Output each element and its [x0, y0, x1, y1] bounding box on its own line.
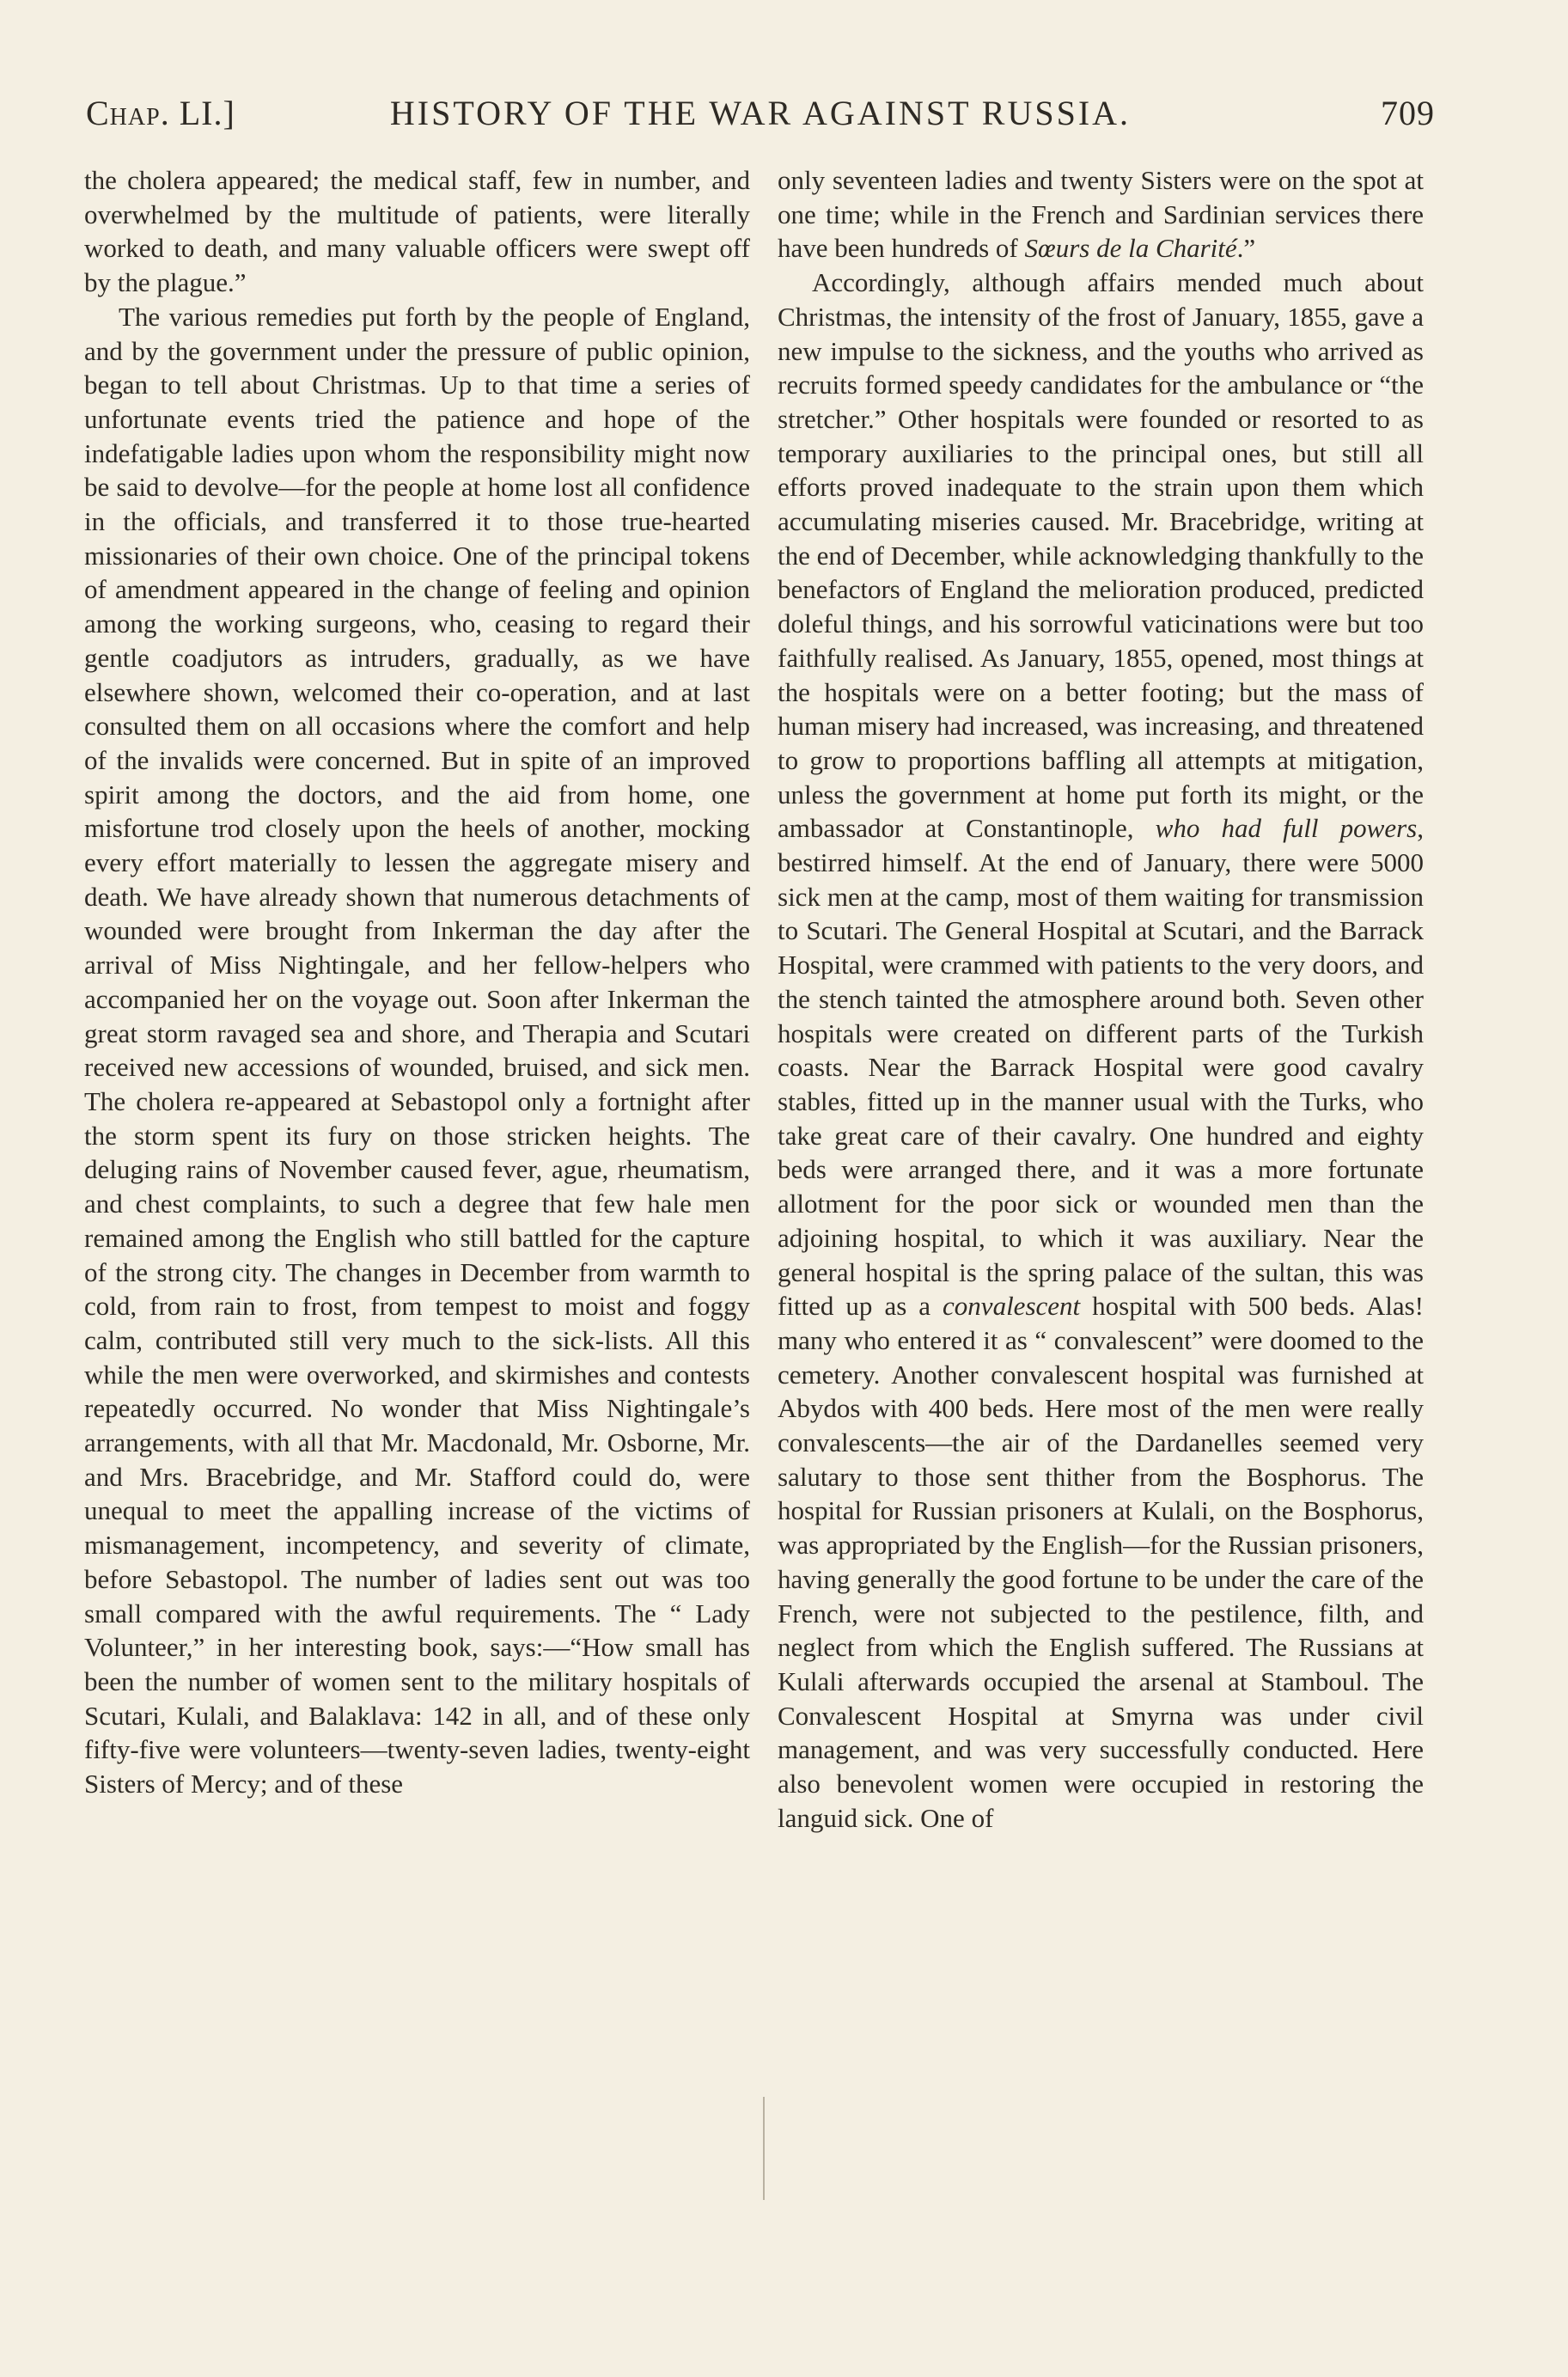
text-run: , bestirred himself. At the end of January, there were 5000 sick men at the camp, most of them waiting for transmission to Scutari. The General Hospital at Scutari, and the Barrack Hospital, were crammed with patients to the very doors, and the stench tainted the atmosphere around both. Seven other hospitals were created on different parts of the Turkish coasts. Near the Barrack Hospital were good cavalry stables, fitted up in the manner usual with the Turks, who take great care of their cavalry. One hundred and eighty beds were arranged there, and it was a more fortunate allotment for the poor sick or wounded men than the adjoining hospital, to which it was auxiliary. Near the general hospital is the spring palace of the sultan, this was fitted up as a	[778, 813, 1424, 1322]
column-divider	[763, 2097, 765, 2200]
paragraph: The various remedies put forth by the people of England, and by the government under the pressure of public opinion, began to tell about Christmas. Up to that time a series of unfortunate events tried the patience and hope of the indefatigable ladies upon whom the responsibility might now be said to devolve—for the people at home lost all confidence in the officials, and transferred it to those true-hearted missionaries of their own choice. One of the principal tokens of amendment appeared in the change of feeling and opinion among the working surgeons, who, ceasing to regard their gentle coadjutors as intruders, gradually, as we have elsewhere shown, welcomed their co-operation, and at last consulted them on all occasions where the comfort and help of the invalids were concerned. But in spite of an improved spirit among the doctors, and the aid from home, one misfortune trod closely upon the heels of another, mocking every effort materially to lessen the aggregate misery and death. We have already shown that numerous detachments of wounded were brought from Inkerman the day after the arrival of Miss Nightingale, and her fellow-helpers who accompanied her on the voyage out. Soon after Inkerman the great storm ravaged sea and shore, and Therapia and Scutari received new accessions of wounded, bruised, and sick men. The cholera re-appeared at Sebastopol only a fortnight after the storm spent its fury on those stricken heights. The deluging rains of November caused fever, ague, rheumatism, and chest complaints, to such a degree that few hale men remained among the English who still battled for the capture of the strong city. The changes in December from warmth to cold, from rain to frost, from tempest to moist and foggy calm, contributed still very much to the sick-lists. All this while the men were overworked, and skirmishes and contests repeatedly occurred. No wonder that Miss Nightingale’s arrangements, with all that Mr. Macdonald, Mr. Osborne, Mr. and Mrs. Bracebridge, and Mr. Stafford could do, were unequal to meet the appalling increase of the victims of mismanagement, incompetency, and severity of climate, before Sebastopol. The number of ladies sent out was too small compared with the awful requirements. The “ Lady Volunteer,” in her interesting book, says:—“How small has been the number of women sent to the military hospitals of Scutari, Kulali, and Balaklava: 142 in all, and of these only fifty-five were volunteers—twenty-seven ladies, twenty-eight Sisters of Mercy; and of these	[84, 301, 750, 1800]
running-head	[86, 93, 1435, 144]
text-run: hospital with 500 beds. Alas! many who entered it as “ convalescent” were doomed to the cemetery. Another convalescent hospital was furnished at Abydos with 400 beds. Here most of the men were really convalescents—the air of the Dardanelles seemed very salutary to those sent thither from the Bosphorus. The hospital for Russian prisoners at Kulali, on the Bosphorus, was appropriated by the English—for the Russian prisoners, having generally the good fortune to be under the care of the French, were not subjected to the pestilence, filth, and neglect from which the English suffered. The Russians at Kulali afterwards occupied the arsenal at Stamboul. The Convalescent Hospital at Smyrna was under civil management, and was very successfully conducted. Here also benevolent women were occupied in restoring the languid sick. One of	[778, 1291, 1424, 1833]
left-column	[84, 163, 750, 1801]
paragraph	[778, 266, 1424, 1835]
paragraph	[778, 163, 1424, 266]
italic-text: convalescent	[943, 1291, 1081, 1322]
text-run: .”	[1236, 233, 1256, 264]
text-run: only seventeen ladies and twenty Sisters were on the spot at one time; while in the French and Sardinian services there have been hundreds of	[778, 165, 1424, 264]
chapter-label: Chap. LI.]	[86, 94, 235, 132]
running-title: HISTORY OF THE WAR AGAINST RUSSIA.	[389, 94, 1132, 132]
italic-text: who had full powers	[1155, 813, 1418, 844]
italic-text: Sœurs de la Charité	[1024, 233, 1237, 264]
right-column	[778, 163, 1424, 1835]
paragraph: the cholera appeared; the medical staff, few in number, and overwhelmed by the multitude of patients, were literally worked to death, and many valuable officers were swept off by the plague.”	[84, 165, 750, 298]
page-number: 709	[1381, 94, 1435, 132]
text-run: Accordingly, although affairs mended much about Christmas, the intensity of the frost of January, 1855, gave a new impulse to the sickness, and the youths who arrived as recruits formed speedy candidates for the ambulance or “the stretcher.” Other hospitals were founded or resorted to as temporary auxiliaries to the principal ones, but still all efforts proved inadequate to the strain upon them which accumulating miseries caused. Mr. Bracebridge, writing at the end of December, while acknowledging thankfully to the benefactors of England the melioration produced, predicted doleful things, and his sorrowful vaticinations were but too faithfully realised. As January, 1855, opened, most things at the hospitals were on a better footing; but the mass of human misery had increased, was increasing, and threatened to grow to proportions baffling all attempts at mitigation, unless the government at home put forth its might, or the ambassador at Constantinople,	[778, 267, 1424, 844]
